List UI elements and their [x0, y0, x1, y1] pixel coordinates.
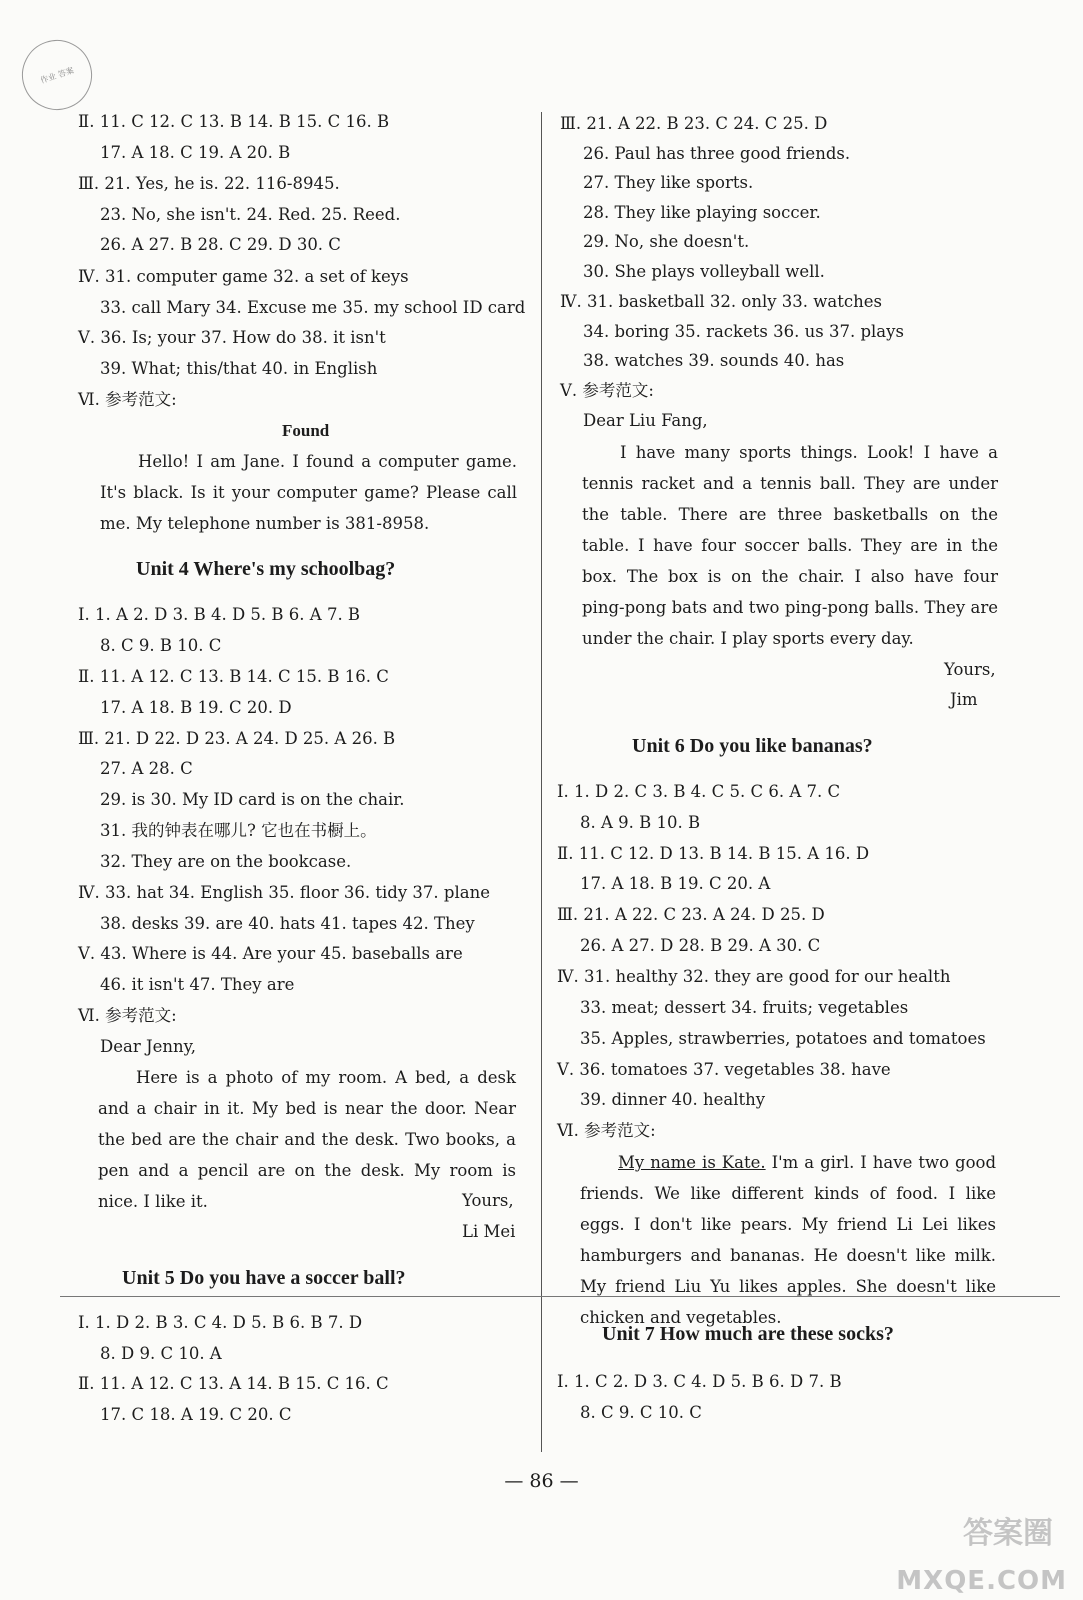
essay-text: I have many sports things. Look! I have a tennis racket and a tennis ball. They are under the table. There are three basketballs on the table. I have four soccer balls. They are in the box. The box is on the chair. I also have four ping-pong bats and two ping-pong balls. They are under the chair. I play sports every day. [582, 443, 998, 648]
answer-line: 27. A 28. C [100, 759, 193, 778]
answer-line: Ⅴ. 36. Is; your 37. How do 38. it isn't [78, 328, 386, 347]
unit5-title: Unit 5 Do you have a soccer ball? [122, 1267, 406, 1289]
essay-unit6 [580, 1147, 996, 1333]
letter-salutation: Dear Liu Fang, [583, 411, 708, 430]
essay-text: Hello! I am Jane. I found a computer game. It's black. Is it your computer game? Please call me. My telephone number is 381-8958. [100, 452, 517, 533]
section-heading: Ⅵ. 参考范文: [557, 1121, 656, 1140]
answer-line: 8. C 9. B 10. C [100, 636, 222, 655]
section-heading: Ⅵ. 参考范文: [78, 1006, 177, 1025]
letter-signature: Jim [950, 690, 978, 709]
answer-line: Ⅴ. 43. Where is 44. Are your 45. baseballs are [78, 944, 463, 963]
answer-line: 29. is 30. My ID card is on the chair. [100, 790, 405, 809]
answer-line: 17. A 18. B 19. C 20. A [580, 874, 771, 893]
answer-line: Ⅰ. 1. A 2. D 3. B 4. D 5. B 6. A 7. B [78, 605, 361, 624]
section-heading: Ⅴ. 参考范文: [560, 381, 654, 400]
answer-line: 26. Paul has three good friends. [583, 144, 851, 163]
answer-line: Ⅲ. 21. A 22. C 23. A 24. D 25. D [557, 905, 825, 924]
answer-line: Ⅴ. 36. tomatoes 37. vegetables 38. have [557, 1060, 891, 1079]
column-divider [541, 112, 542, 1452]
answer-line: Ⅳ. 31. computer game 32. a set of keys [78, 267, 409, 286]
answer-line: Ⅱ. 11. A 12. C 13. B 14. C 15. B 16. C [78, 667, 389, 686]
answer-line: 38. watches 39. sounds 40. has [583, 351, 845, 370]
answer-line: 23. No, she isn't. 24. Red. 25. Reed. [100, 205, 401, 224]
answer-line: 29. No, she doesn't. [583, 232, 750, 251]
answer-line: 46. it isn't 47. They are [100, 975, 295, 994]
essay-text [580, 1147, 996, 1333]
unit7-title: Unit 7 How much are these socks? [602, 1323, 894, 1345]
answer-line: 38. desks 39. are 40. hats 41. tapes 42. They [100, 914, 475, 933]
answer-line: Ⅰ. 1. D 2. B 3. C 4. D 5. B 6. B 7. D [78, 1313, 363, 1332]
answer-line: 26. A 27. D 28. B 29. A 30. C [580, 936, 821, 955]
answer-line: 8. C 9. C 10. C [580, 1403, 702, 1422]
answer-line: Ⅲ. 21. A 22. B 23. C 24. C 25. D [560, 114, 828, 133]
answer-line: 17. C 18. A 19. C 20. C [100, 1405, 292, 1424]
answer-line: 8. D 9. C 10. A [100, 1344, 222, 1363]
stamp-text: 作业 答案 [39, 65, 75, 85]
unit6-title: Unit 6 Do you like bananas? [632, 735, 873, 757]
answer-line: Ⅱ. 11. C 12. C 13. B 14. B 15. C 16. B [78, 112, 390, 131]
answer-line: Ⅲ. 21. D 22. D 23. A 24. D 25. A 26. B [78, 729, 396, 748]
answer-line: 34. boring 35. rackets 36. us 37. plays [583, 322, 904, 341]
answer-line: Ⅱ. 11. A 12. C 13. A 14. B 15. C 16. C [78, 1374, 389, 1393]
letter-closing: Yours, [462, 1191, 514, 1210]
answer-line: 32. They are on the bookcase. [100, 852, 352, 871]
answer-line: Ⅳ. 33. hat 34. English 35. floor 36. tidy 37. plane [78, 883, 490, 902]
answer-line: 8. A 9. B 10. B [580, 813, 701, 832]
section-heading: Ⅵ. 参考范文: [78, 390, 177, 409]
letter-closing: Yours, [944, 660, 996, 679]
essay-unit5 [582, 437, 998, 654]
essay-rest: I'm a girl. I have two good friends. We like different kinds of food. I like eggs. I don't like pears. My friend Li Lei likes hamburgers and bananas. He doesn't like milk. My friend Liu Yu likes apples. She doesn't like chicken and vegetables. [580, 1153, 997, 1327]
essay-underlined-phrase: My name is Kate. [618, 1153, 766, 1172]
answer-line: 31. 我的钟表在哪儿? 它也在书橱上。 [100, 821, 377, 840]
answer-line: Ⅰ. 1. C 2. D 3. C 4. D 5. B 6. D 7. B [557, 1372, 842, 1391]
answer-line: 33. meat; dessert 34. fruits; vegetables [580, 998, 909, 1017]
answer-line: Ⅱ. 11. C 12. D 13. B 14. B 15. A 16. D [557, 844, 870, 863]
answer-line: 27. They like sports. [583, 173, 754, 192]
answer-line: 28. They like playing soccer. [583, 203, 821, 222]
answer-line: 17. A 18. B 19. C 20. D [100, 698, 292, 717]
answer-line: 35. Apples, strawberries, potatoes and tomatoes [580, 1029, 986, 1048]
essay-text: Here is a photo of my room. A bed, a desk and a chair in it. My bed is near the door. Near the bed are the chair and the desk. Two books, a pen and a pencil are on the desk. My room is nice. I like it. [98, 1068, 516, 1211]
answer-line: Ⅳ. 31. healthy 32. they are good for our health [557, 967, 951, 986]
letter-salutation: Dear Jenny, [100, 1037, 196, 1056]
answer-line: Ⅰ. 1. D 2. C 3. B 4. C 5. C 6. A 7. C [557, 782, 841, 801]
stamp-logo [13, 31, 101, 119]
answer-line: Ⅲ. 21. Yes, he is. 22. 116-8945. [78, 174, 340, 193]
letter-signature: Li Mei [462, 1222, 516, 1241]
answer-line: Ⅳ. 31. basketball 32. only 33. watches [560, 292, 882, 311]
answer-line: 26. A 27. B 28. C 29. D 30. C [100, 235, 341, 254]
watermark-bottom: MXQE.COM [896, 1566, 1067, 1596]
answer-line: 17. A 18. C 19. A 20. B [100, 143, 291, 162]
essay-title: Found [282, 421, 330, 440]
answer-line: 33. call Mary 34. Excuse me 35. my school ID card [100, 298, 526, 317]
page-number: — 86 — [504, 1470, 579, 1492]
answer-line: 39. dinner 40. healthy [580, 1090, 766, 1109]
answer-line: 30. She plays volleyball well. [583, 262, 825, 281]
watermark-top: 答案圈 [963, 1516, 1053, 1551]
essay-unit4 [98, 1062, 516, 1217]
answer-line: 39. What; this/that 40. in English [100, 359, 378, 378]
unit4-title: Unit 4 Where's my schoolbag? [136, 558, 396, 580]
essay-found [100, 446, 517, 539]
